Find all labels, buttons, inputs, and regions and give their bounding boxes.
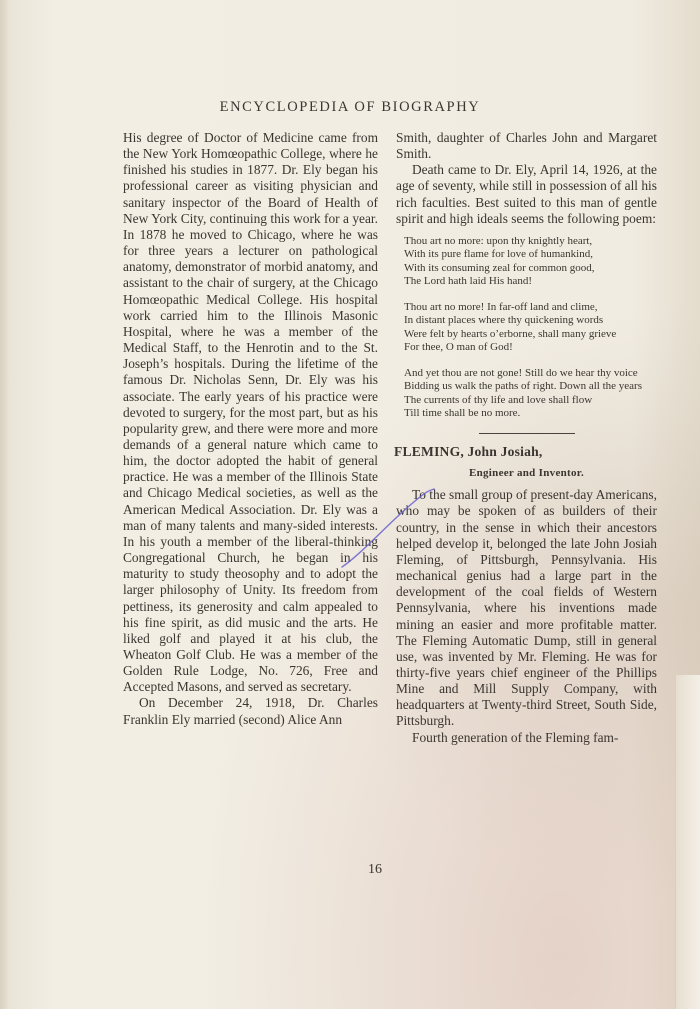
pen-mark-stroke xyxy=(330,485,440,575)
poem-stanza-3 xyxy=(404,367,657,421)
page-edge-shadow xyxy=(0,0,10,1009)
entry-subtitle: Engineer and Inventor. xyxy=(468,467,585,480)
poem-line: The currents of thy life and love shall flow xyxy=(404,393,593,406)
running-header: ENCYCLOPEDIA OF BIOGRAPHY xyxy=(219,99,481,115)
poem-stanza-2 xyxy=(404,301,657,355)
fleming-continuation: Fourth generation of the Fleming fam- xyxy=(412,729,619,745)
ely-career-paragraph: His degree of Doctor of Medicine came from the New York Homœopathic College, where he finished his studies in 1877. Dr. Ely began his professional career as visiting physician and sanitary inspector of the Board of Health of New York City, continuing this work for a year. In 1878 he moved to Chicago, where he was for three years a lecturer on pathological anatomy, demonstrator of morbid anatomy, and assistant to the chair of surgery, at the Chicago Homœopathic Medical College. His hospital work carried him to the Illinois Masonic Hospital, where he was a member of the Medical Staff, to the Henrotin and to the St. Joseph’s hospitals. During the lifetime of the famous Dr. Nicholas Senn, Dr. Ely was his associate. The early years of his practice were devoted to surgery, for the most part, but as his popularity grew, and there were more and more demands of a general nature which came to him, the doctor adopted the habit of general practice. He was a member of the Illinois State and Chicago Medical societies, as well as the American Medical Association. Dr. Ely was a man of many talents and many-sided interests. In his youth a member of the liberal-thinking Congregational Church, he began in his maturity to study theosophy and to adopt the larger philosophy of Unity. Its freedom from pettiness, its generosity and calm appealed to his fine spirit, as did music and the arts. He liked golf and played it at his club, the Wheaton Golf Club. He was a member of the Golden Rule Lodge, No. 726, Free and Accepted Masons, and served as secretary. xyxy=(123,130,378,695)
section-divider xyxy=(479,433,575,434)
right-column xyxy=(396,130,657,746)
poem-line: The Lord hath laid His hand! xyxy=(404,275,532,288)
poem-line: Thou art no more: upon thy knightly heart, xyxy=(404,234,593,247)
ely-death-paragraph: Death came to Dr. Ely, April 14, 1926, at the age of seventy, while still in possession of all his rich faculties. Best suited to this man of gentle spirit and high ideals seems the following poem: xyxy=(396,162,657,226)
poem-line: In distant places where thy quickening words xyxy=(404,314,604,327)
left-column xyxy=(123,130,378,728)
poem-line: Thou art no more! In far-off land and clime, xyxy=(404,300,598,313)
adjacent-page-edge xyxy=(675,675,700,1009)
marriage-continuation: Smith, daughter of Charles John and Margaret Smith. xyxy=(396,130,657,162)
memorial-poem xyxy=(404,235,657,421)
entry-name: FLEMING, John Josiah, xyxy=(394,443,543,459)
poem-line: With its consuming zeal for common good, xyxy=(404,261,595,274)
poem-line: With its pure flame for love of humankind, xyxy=(404,248,593,261)
poem-stanza-1 xyxy=(404,235,657,289)
ely-marriage-paragraph: On December 24, 1918, Dr. Charles Franklin Ely married (second) Alice Ann xyxy=(123,695,378,727)
poem-line: And yet thou are not gone! Still do we hear thy voice xyxy=(404,366,638,379)
poem-line: For thee, O man of God! xyxy=(404,341,513,354)
entry-heading xyxy=(394,444,657,460)
fleming-paragraph: To the small group of present-day Americans, who may be spoken of as builders of their country, in the sense in which their ancestors helped develop it, belonged the late John Josiah Fleming, of Pittsburgh, Pennsylvania. His mechanical genius had a large part in the development of the coal fields of Western Pennsylvania, where his inventions made mining an easier and more profitable matter. The Fleming Automatic Dump, still in general use, was invented by Mr. Fleming. He was for thirty-five years chief engineer of the Phillips Mine and Mill Supply Company, with headquarters at Twenty-third Street, South Side, Pittsburgh. xyxy=(396,487,657,729)
poem-line: Were felt by hearts o’erborne, shall many grieve xyxy=(404,327,617,340)
page-number: 16 xyxy=(368,862,382,877)
poem-line: Till time shall be no more. xyxy=(404,407,521,420)
poem-line: Bidding us walk the paths of right. Down all the years xyxy=(404,380,642,393)
